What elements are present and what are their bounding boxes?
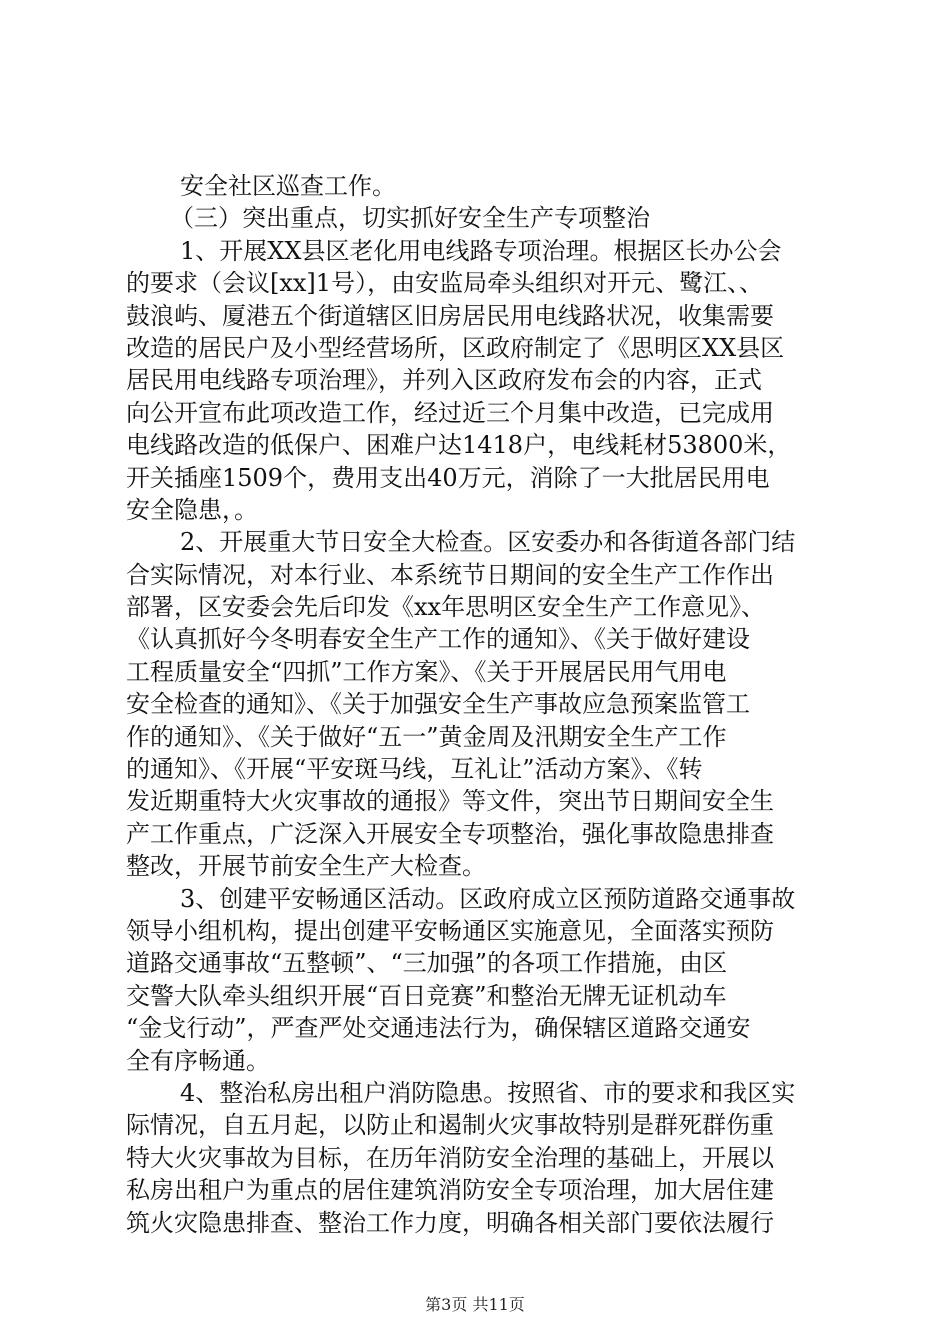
text-line: 特大火灾事故为目标，在历年消防安全治理的基础上，开展以 <box>126 1143 774 1172</box>
text-line: 2、开展重大节日安全大检查。区安委办和各街道各部门结 <box>180 528 796 557</box>
text-line: 向公开宣布此项改造工作，经过近三个月集中改造，已完成用 <box>126 398 774 427</box>
text-line: “金戈行动”，严查严处交通违法行为，确保辖区道路交通安 <box>126 1014 751 1043</box>
text-line: 私房出租户为重点的居住建筑消防安全专项治理，加大居住建 <box>126 1176 774 1205</box>
text-line: 筑火灾隐患排查、整治工作力度，明确各相关部门要依法履行 <box>126 1208 774 1237</box>
text-line: 居民用电线路专项治理》，并列入区政府发布会的内容，正式 <box>126 366 762 395</box>
text-line: 《认真抓好今冬明春安全生产工作的通知》、《关于做好建设 <box>126 625 750 654</box>
text-line: 鼓浪屿、厦港五个街道辖区旧房居民用电线路状况，收集需要 <box>126 301 774 330</box>
text-line: 工程质量安全“四抓”工作方案》、《关于开展居民用气用电 <box>126 657 727 686</box>
text-line: 交警大队牵头组织开展“百日竞赛”和整治无牌无证机动车 <box>126 981 727 1010</box>
text-line: 改造的居民户及小型经营场所，区政府制定了《思明区XX县区 <box>126 333 785 362</box>
text-line: 的要求（会议[xx]1号），由安监局牵头组织对开元、鹭江、、 <box>126 269 764 298</box>
text-line: 作的通知》、《关于做好“五一”黄金周及汛期安全生产工作 <box>126 722 727 751</box>
text-line: 整改，开展节前安全生产大检查。 <box>126 852 486 881</box>
text-line: 安全隐患，。 <box>126 495 258 524</box>
text-line: 的通知》、《开展“平安斑马线，互礼让”活动方案》、《转 <box>126 755 703 784</box>
text-line: 发近期重特大火灾事故的通报》等文件，突出节日期间安全生 <box>126 787 774 816</box>
text-line: 道路交通事故“五整顿”、“三加强”的各项工作措施，由区 <box>126 949 728 978</box>
section-heading: （三）突出重点，切实抓好安全生产专项整治 <box>170 204 650 233</box>
text-line: 3、创建平安畅通区活动。区政府成立区预防道路交通事故 <box>180 884 796 913</box>
text-line: 产工作重点，广泛深入开展安全专项整治，强化事故隐患排查 <box>126 819 774 848</box>
text-line: 全有序畅通。 <box>126 1046 270 1075</box>
text-line: 安全社区巡查工作。 <box>180 172 396 200</box>
text-line: 际情况，自五月起，以防止和遏制火灾事故特别是群死群伤重 <box>126 1111 774 1140</box>
text-line: 1、开展XX县区老化用电线路专项治理。根据区长办公会 <box>180 236 782 265</box>
page-number-footer: 第3页 共11页 <box>425 1295 525 1314</box>
text-line: 领导小组机构，提出创建平安畅通区实施意见，全面落实预防 <box>126 916 774 945</box>
document-body <box>126 170 828 1239</box>
text-line: 安全检查的通知》、《关于加强安全生产事故应急预案监管工 <box>126 690 750 719</box>
text-line: 部署，区安委会先后印发《xx年思明区安全生产工作意见》、 <box>126 593 766 622</box>
text-line: 开关插座1509个，费用支出40万元，消除了一大批居民用电 <box>126 463 770 492</box>
text-line: 合实际情况，对本行业、本系统节日期间的安全生产工作作出 <box>126 560 774 589</box>
text-line: 电线路改造的低保户、困难户达1418户，电线耗材53800米， <box>126 431 792 460</box>
text-line: 4、整治私房出租户消防隐患。按照省、市的要求和我区实 <box>180 1078 796 1107</box>
